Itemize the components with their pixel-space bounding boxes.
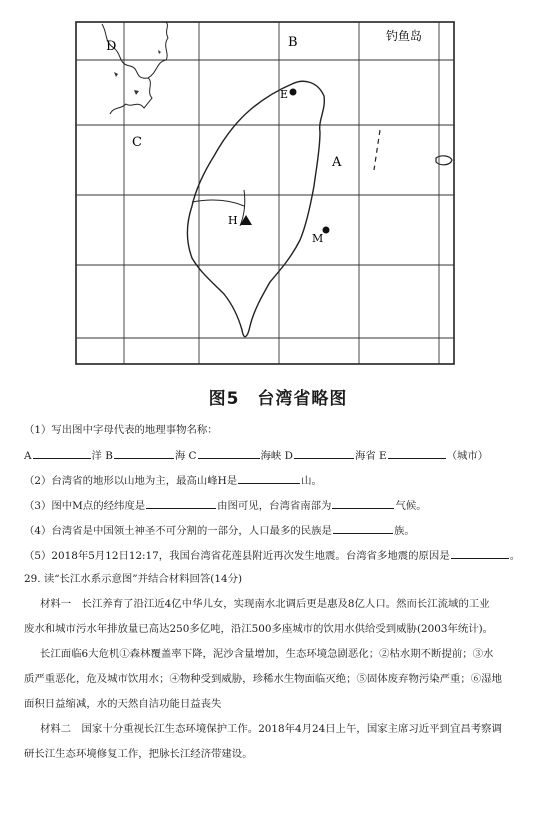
label-m: M	[312, 232, 324, 245]
q3-line	[24, 498, 542, 513]
q1-label-city: （城市）	[446, 450, 489, 462]
q3-text-c: 气候。	[395, 500, 427, 512]
q29-title: 29. 读“长江水系示意图”并结合材料回答(14分)	[24, 573, 243, 585]
blank-q2[interactable]	[238, 473, 300, 484]
q4-after: 族。	[393, 525, 415, 537]
label-h: H	[228, 214, 238, 227]
label-b: B	[288, 35, 298, 50]
label-diaoyu: 钓鱼岛	[386, 29, 423, 43]
blank-q3-coord[interactable]	[146, 498, 216, 509]
q3-text-a: （3）图中M点的经纬度是	[24, 500, 146, 512]
material1-line4: 质严重恶化，危及城市饮用水；④物种受到威胁，珍稀水生物面临灭绝；⑤固体废弃物污染严重；⑥湿地	[24, 673, 502, 685]
material1-line1: 材料一 长江养育了沿江近4亿中华儿女，实现南水北调后更是惠及8亿人口。然而长江流域的工业	[40, 598, 490, 610]
q4-text: （4）台湾省是中国领土神圣不可分割的一部分，人口最多的民族是	[24, 525, 332, 537]
q2-after: 山。	[301, 475, 322, 487]
q1-label-c: 海 C	[174, 450, 197, 462]
point-m-marker	[323, 227, 330, 234]
blank-c[interactable]	[198, 448, 260, 459]
label-a: A	[332, 155, 342, 170]
q3-text-b: 由图可见，台湾省南部为	[217, 500, 332, 512]
blank-d[interactable]	[294, 448, 354, 459]
q5-after: 。	[509, 550, 521, 562]
map-caption: 图5 台湾省略图	[208, 389, 348, 409]
material2-line2: 研长江生态环境修复工作，把脉长江经济带建设。	[24, 748, 253, 760]
label-e: E	[280, 88, 289, 101]
label-d: D	[106, 39, 117, 54]
material1-line5: 面积日益缩减，水的天然自洁功能日益丧失	[24, 698, 222, 710]
material1-line2: 废水和城市污水年排放量已高达250多亿吨，沿江500多座城市的饮用水供给受到威胁(2003年统计)。	[24, 623, 494, 635]
q1-label-d: 海峡 D	[260, 450, 293, 462]
label-c: C	[132, 135, 142, 150]
material1-line3: 长江面临6大危机①森林覆盖率下降，泥沙含量增加，生态环境急剧恶化；②枯水期不断提前；③水	[40, 648, 494, 660]
blank-b[interactable]	[114, 448, 174, 459]
q5-text: （5）2018年5月12日12:17，我国台湾省花莲县附近再次发生地震。台湾省多地震的原因是	[24, 550, 450, 562]
city-e-marker	[290, 89, 297, 96]
q1-label-e: 海省 E	[354, 450, 387, 462]
blank-e[interactable]	[388, 448, 446, 459]
q4-line	[24, 523, 542, 538]
blank-q5[interactable]	[451, 548, 509, 559]
material2-line1: 材料二 国家十分重视长江生态环境保护工作。2018年4月24日上午，国家主席习近平到宜昌考察调	[40, 723, 502, 735]
blank-a[interactable]	[33, 448, 91, 459]
map-frame	[76, 22, 454, 364]
q1-prompt: （1）写出图中字母代表的地理事物名称：	[24, 424, 218, 436]
q1-label-b: 洋 B	[91, 450, 113, 462]
q2-text: （2）台湾省的地形以山地为主，最高山峰H是	[24, 475, 238, 487]
q2-line	[24, 473, 542, 488]
q5-line	[24, 548, 542, 563]
blank-q4[interactable]	[333, 523, 393, 534]
blank-q3-climate[interactable]	[332, 498, 394, 509]
taiwan-map-figure	[74, 20, 458, 370]
q1-label-a: A	[24, 450, 32, 462]
q1-answer-line	[24, 448, 542, 463]
